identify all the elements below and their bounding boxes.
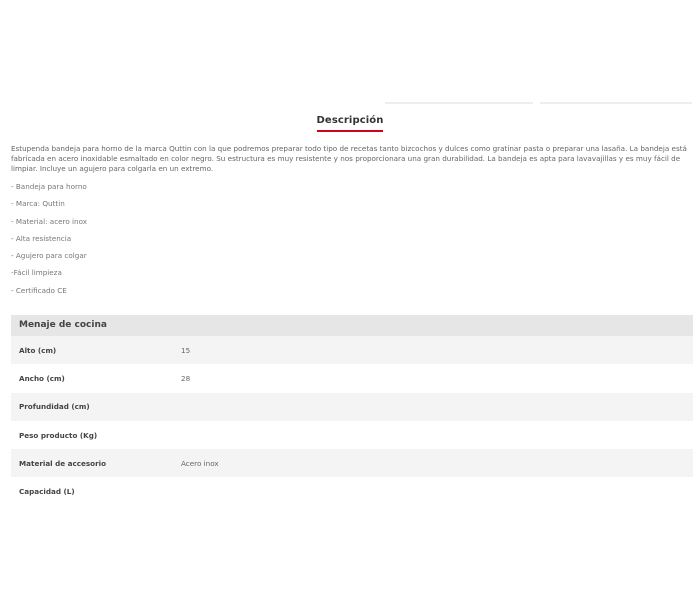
list-item: - Bandeja para horno <box>11 182 87 191</box>
table-row <box>11 421 693 449</box>
table-row <box>11 336 693 364</box>
list-item: - Marca: Quttin <box>11 199 65 209</box>
product-description: Estupenda bandeja para horno de la marca Quttin con la que podremos preparar todo tipo de recetas tanto bizcochos y dulces como gratinar pasta o preparar una lasaña. La bandeja está fabricada en acero inoxidable esmaltado en color negro. Su estructura es muy resistente y nos proporcionara una gran durabilidad. La bandeja es apta para lavavajillas y es muy fácil de limpiar. Incluye un agujero para colgarla en un extremo. <box>11 144 687 173</box>
spec-label: Ancho (cm) <box>19 373 65 383</box>
spec-label: Alto (cm) <box>19 345 57 355</box>
spec-value: 28 <box>181 373 191 383</box>
table-row <box>11 449 693 477</box>
spec-label: Capacidad (L) <box>19 487 75 497</box>
spec-value: 15 <box>181 345 191 355</box>
list-item: - Agujero para colgar <box>11 251 87 261</box>
specs-table-title: Menaje de cocina <box>11 315 693 336</box>
tab-bar <box>0 108 700 132</box>
list-item: -Fácil limpieza <box>11 268 62 278</box>
spec-label: Material de accesorio <box>19 458 107 468</box>
list-item: - Certificado CE <box>11 285 67 295</box>
table-row <box>11 477 693 505</box>
tab-descripcion[interactable]: Descripción <box>317 115 384 132</box>
specs-rows <box>11 336 693 506</box>
table-row <box>11 364 693 392</box>
tab-divider-line <box>385 102 533 104</box>
feature-list <box>11 178 87 299</box>
list-item: - Material: acero inox <box>11 216 88 226</box>
spec-label: Peso producto (Kg) <box>19 430 98 440</box>
spec-value: Acero inox <box>181 458 219 468</box>
list-item: - Alta resistencia <box>11 233 72 243</box>
tab-divider-line <box>540 102 692 104</box>
table-row <box>11 393 693 421</box>
specs-table <box>11 315 693 506</box>
spec-label: Profundidad (cm) <box>19 402 90 412</box>
